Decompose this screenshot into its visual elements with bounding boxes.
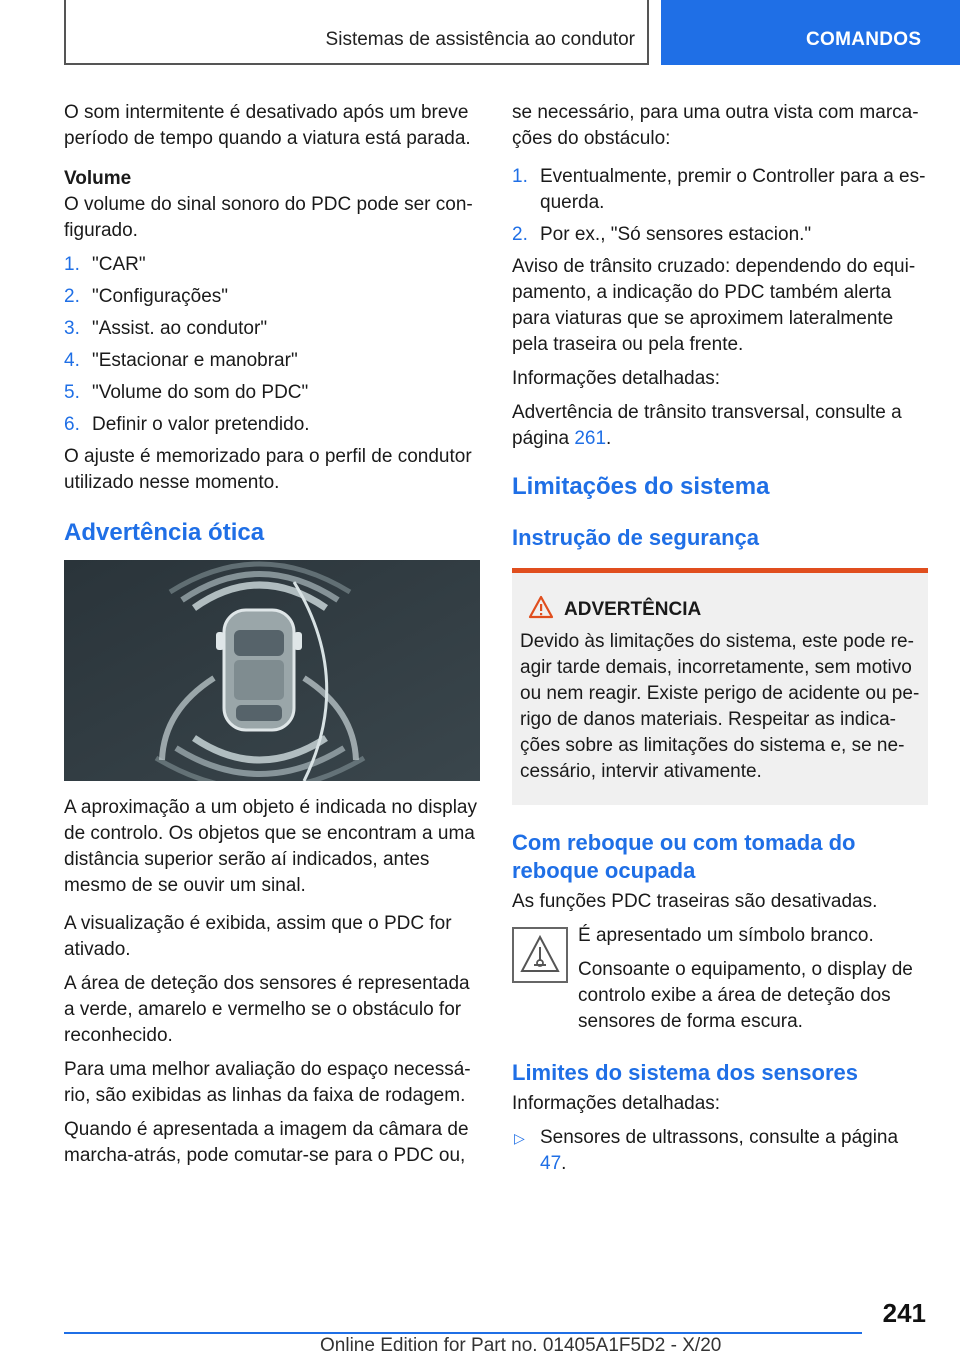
left-column	[64, 100, 480, 1177]
sensor-reference-list	[512, 1125, 928, 1177]
memo-paragraph: O ajuste é memorizado para o perfil de condutor utilizado nesse momento.	[64, 446, 472, 493]
symbol-row	[512, 923, 928, 1035]
list-item: 4. "Estacionar e manobrar"	[64, 350, 298, 371]
warning-title: ADVERTÊNCIA	[564, 599, 702, 620]
heading-trailer: Com reboque ou com tomada do reboque ocupada	[512, 830, 856, 883]
right-column	[512, 100, 928, 1183]
page-link-261[interactable]: 261	[574, 428, 607, 449]
continued-paragraph: se necessário, para uma outra vista com marcações do obstáculo:	[512, 102, 919, 149]
trailer-pdc-off-icon	[512, 927, 568, 983]
volume-label: Volume	[64, 168, 132, 189]
optical-paragraph-1: A aproximação a um objeto é indicada no display de controlo. Os objetos que se encontram a uma distância superior serão aí indicados, antes mesmo de se ouvir um sinal.	[64, 797, 477, 896]
trailer-paragraph: As funções PDC traseiras são desativadas.	[512, 891, 878, 912]
optical-paragraph-4: Para uma melhor avaliação do espaço necessário, são exibidas as linhas da faixa de rodagem.	[64, 1059, 471, 1106]
section-title: COMANDOS	[806, 29, 922, 50]
list-item: ▷ Sensores de ultrassons, consulte a página 47.	[514, 1127, 899, 1174]
volume-paragraph: O volume do sinal sonoro do PDC pode ser configurado.	[64, 194, 473, 241]
optical-paragraph-2: A visualização é exibida, assim que o PDC for ativado.	[64, 913, 452, 960]
arrow-icon: ▷	[514, 1130, 525, 1146]
optical-paragraph-5: Quando é apresentada a imagem da câmara de marcha-atrás, pode comutar-se para o PDC ou,	[64, 1119, 469, 1166]
list-item: 2. "Configurações"	[64, 286, 229, 307]
reference-paragraph-1: Advertência de trânsito transversal, consulte a página 261.	[512, 402, 902, 449]
info-label-1: Informações detalhadas:	[512, 368, 721, 389]
list-item: 3. "Assist. ao condutor"	[64, 318, 268, 339]
symbol-text-2: Consoante o equipamento, o display de controlo exibe a área de deteção dos sensores de forma escura.	[578, 959, 913, 1032]
footer-divider	[64, 1332, 862, 1334]
symbol-text-1: É apresentado um símbolo branco.	[578, 925, 874, 946]
list-item: 6. Definir o valor pretendido.	[64, 414, 310, 435]
chapter-title: Sistemas de assistência ao condutor	[325, 29, 635, 50]
heading-safety: Instrução de segurança	[512, 525, 759, 550]
info-label-2: Informações detalhadas:	[512, 1093, 721, 1114]
edition-footer: Online Edition for Part no. 01405A1F5D2 - X/20	[320, 1335, 722, 1356]
heading-sensor-limits: Limites do sistema dos sensores	[512, 1060, 859, 1085]
list-item: 5. "Volume do som do PDC"	[64, 382, 309, 403]
warning-box	[512, 568, 928, 805]
header-section-tab[interactable]	[661, 0, 960, 65]
list-item: 1. Eventualmente, premir o Controller para a esquerda.	[512, 166, 926, 213]
page-link-47[interactable]: 47	[540, 1153, 562, 1174]
intro-paragraph: O som intermitente é desativado após um breve período de tempo quando a viatura está parada.	[64, 102, 471, 149]
header-chapter-box	[64, 0, 649, 65]
pdc-display-image	[64, 560, 480, 781]
warning-triangle-icon	[528, 595, 554, 625]
list-item: 1. "CAR"	[64, 254, 146, 275]
heading-optical-warning: Advertência ótica	[64, 519, 265, 546]
volume-steps	[64, 252, 480, 438]
heading-system-limits: Limitações do sistema	[512, 473, 770, 500]
page-number: 241	[882, 1298, 926, 1328]
list-item: 2. Por ex., "Só sensores estacion."	[512, 224, 812, 245]
cross-traffic-paragraph: Aviso de trânsito cruzado: dependendo do equipamento, a indicação do PDC também alerta para viaturas que se aproximem lateralmente pela traseira ou pela frente.	[512, 256, 916, 355]
optical-paragraph-3: A área de deteção dos sensores é representada a verde, amarelo e vermelho se o obstáculo for reconhecido.	[64, 973, 470, 1046]
warning-text: Devido às limitações do sistema, este pode reagir tarde demais, incorretamente, sem motivo ou nem reagir. Existe perigo de acidente ou perigo de danos materiais. Respeitar as indicações sobre as limitações do sistema e, se necessário, intervir ativamente.	[520, 631, 920, 782]
view-steps	[512, 164, 928, 248]
